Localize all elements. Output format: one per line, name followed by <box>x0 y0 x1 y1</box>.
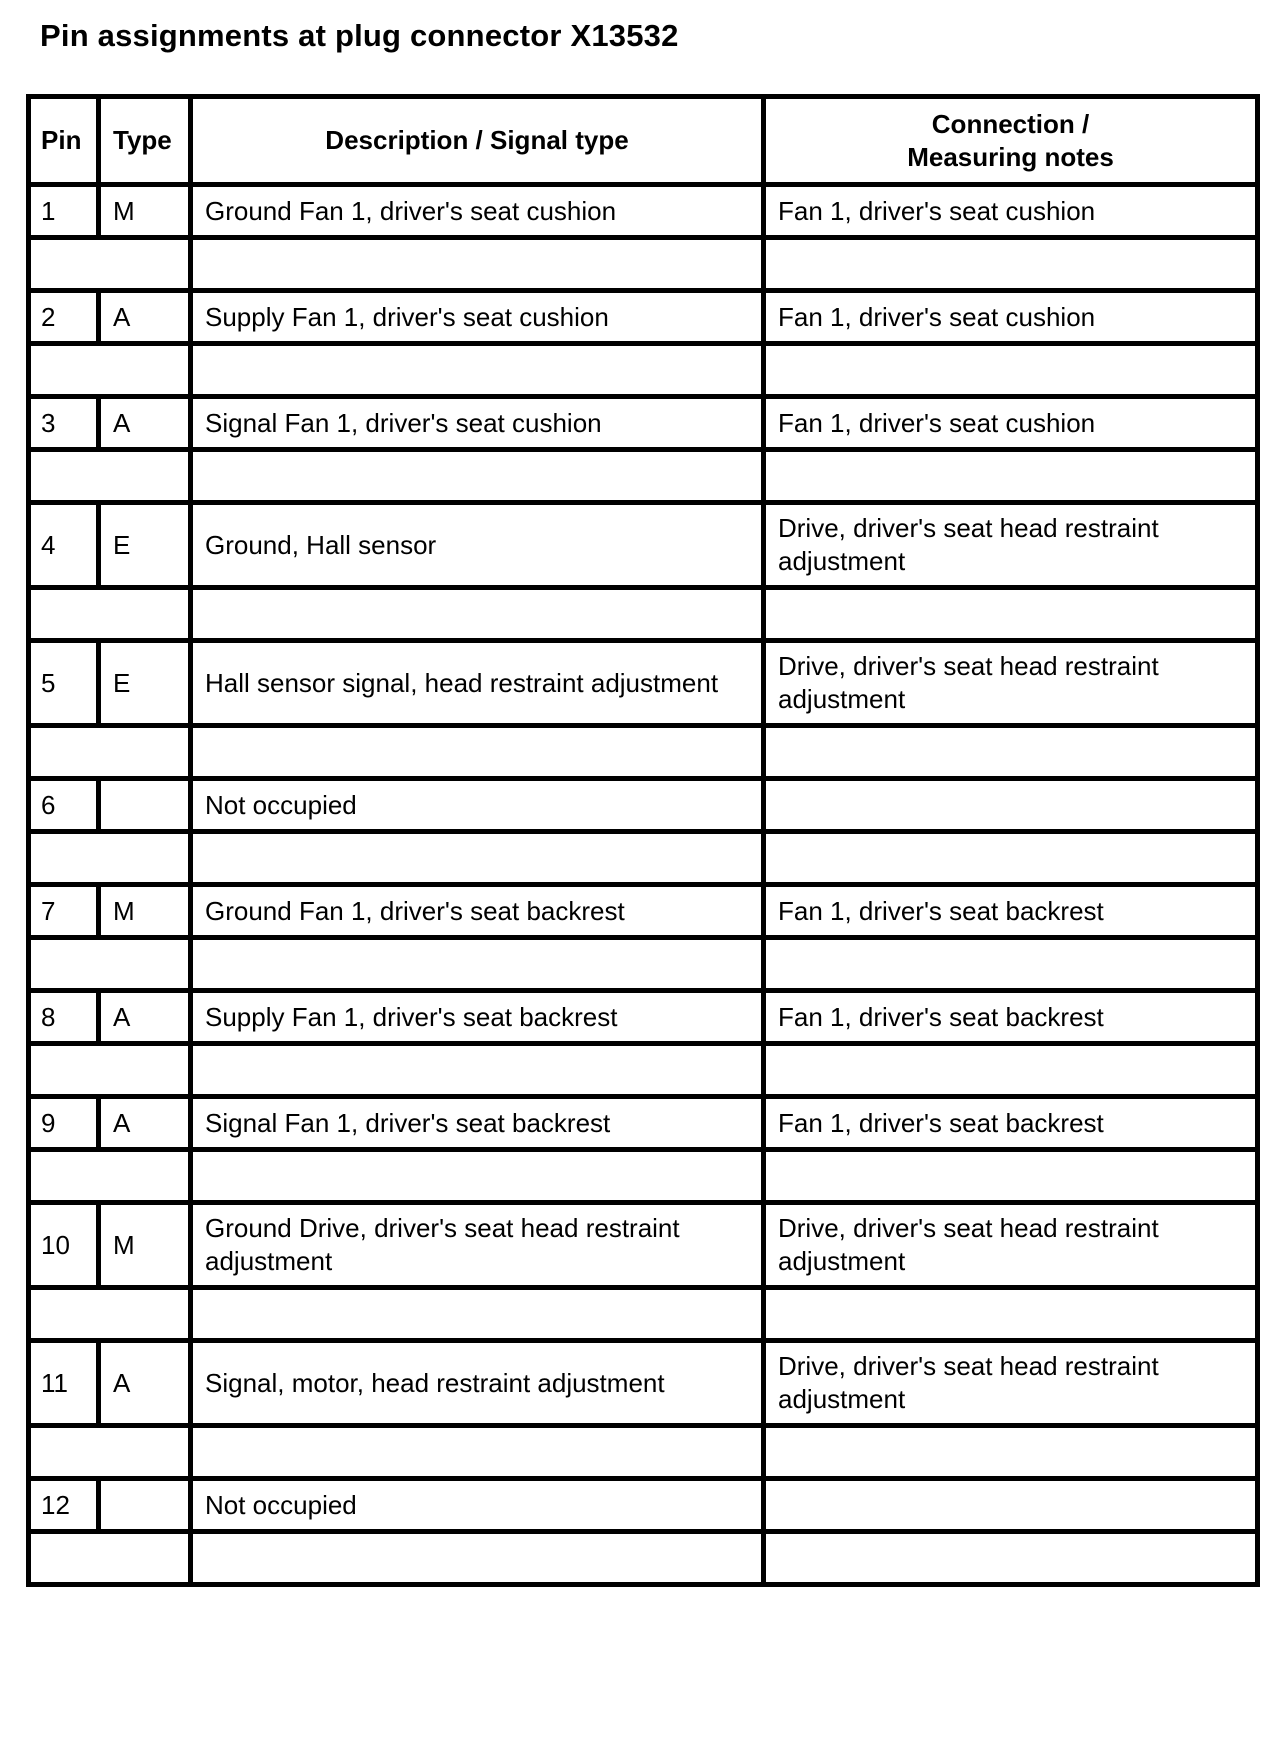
type-cell: A <box>99 1341 191 1426</box>
header-description: Description / Signal type <box>191 97 764 185</box>
spacer-cell <box>191 1288 764 1341</box>
table-row <box>29 991 1258 1044</box>
type-cell <box>99 1479 191 1532</box>
table-row <box>29 1479 1258 1532</box>
spacer-cell <box>29 1150 191 1203</box>
pin-cell: 7 <box>29 885 99 938</box>
table-row <box>29 1341 1258 1426</box>
description-cell: Ground Fan 1, driver's seat backrest <box>191 885 764 938</box>
table-row <box>29 885 1258 938</box>
pin-cell: 1 <box>29 185 99 238</box>
description-cell: Signal Fan 1, driver's seat cushion <box>191 397 764 450</box>
table-row <box>29 1097 1258 1150</box>
connection-cell: Fan 1, driver's seat backrest <box>764 991 1258 1044</box>
spacer-row <box>29 938 1258 991</box>
header-connection-line2: Measuring notes <box>907 141 1114 172</box>
spacer-cell <box>191 238 764 291</box>
description-cell: Signal Fan 1, driver's seat backrest <box>191 1097 764 1150</box>
spacer-cell <box>764 1150 1258 1203</box>
table-row <box>29 397 1258 450</box>
spacer-cell <box>191 832 764 885</box>
header-type: Type <box>99 97 191 185</box>
header-pin: Pin <box>29 97 99 185</box>
spacer-cell <box>764 726 1258 779</box>
type-cell: A <box>99 1097 191 1150</box>
spacer-cell <box>191 1426 764 1479</box>
spacer-row <box>29 1044 1258 1097</box>
type-cell: M <box>99 1203 191 1288</box>
spacer-cell <box>764 1288 1258 1341</box>
connection-cell: Fan 1, driver's seat backrest <box>764 1097 1258 1150</box>
pin-cell: 11 <box>29 1341 99 1426</box>
spacer-cell <box>764 832 1258 885</box>
table-row <box>29 779 1258 832</box>
spacer-row <box>29 1150 1258 1203</box>
connection-cell: Fan 1, driver's seat cushion <box>764 185 1258 238</box>
spacer-cell <box>764 1426 1258 1479</box>
table-row <box>29 291 1258 344</box>
spacer-cell <box>29 938 191 991</box>
type-cell: A <box>99 991 191 1044</box>
description-cell: Ground, Hall sensor <box>191 503 764 588</box>
type-cell <box>99 779 191 832</box>
type-cell: A <box>99 397 191 450</box>
spacer-cell <box>29 588 191 641</box>
spacer-cell <box>191 726 764 779</box>
description-cell: Ground Drive, driver's seat head restraint adjustment <box>191 1203 764 1288</box>
spacer-cell <box>764 450 1258 503</box>
spacer-row <box>29 726 1258 779</box>
description-cell: Hall sensor signal, head restraint adjustment <box>191 641 764 726</box>
table-header-row <box>29 97 1258 185</box>
spacer-row <box>29 1532 1258 1585</box>
spacer-cell <box>29 1044 191 1097</box>
table-row <box>29 503 1258 588</box>
pin-cell: 12 <box>29 1479 99 1532</box>
pin-cell: 2 <box>29 291 99 344</box>
connection-cell: Drive, driver's seat head restraint adjustment <box>764 641 1258 726</box>
spacer-cell <box>29 726 191 779</box>
spacer-cell <box>764 588 1258 641</box>
page-title: Pin assignments at plug connector X13532 <box>40 18 679 53</box>
spacer-cell <box>764 344 1258 397</box>
spacer-row <box>29 1288 1258 1341</box>
type-cell: E <box>99 641 191 726</box>
pin-cell: 8 <box>29 991 99 1044</box>
header-connection <box>764 97 1258 185</box>
spacer-cell <box>29 1288 191 1341</box>
connection-cell: Fan 1, driver's seat cushion <box>764 397 1258 450</box>
description-cell: Supply Fan 1, driver's seat backrest <box>191 991 764 1044</box>
type-cell: M <box>99 885 191 938</box>
spacer-row <box>29 832 1258 885</box>
type-cell: E <box>99 503 191 588</box>
spacer-row <box>29 238 1258 291</box>
table-row <box>29 185 1258 238</box>
spacer-row <box>29 450 1258 503</box>
spacer-cell <box>29 832 191 885</box>
table-row <box>29 641 1258 726</box>
spacer-cell <box>191 938 764 991</box>
spacer-row <box>29 344 1258 397</box>
type-cell: M <box>99 185 191 238</box>
header-connection-line1: Connection / <box>931 108 1090 139</box>
spacer-cell <box>764 238 1258 291</box>
spacer-cell <box>29 1426 191 1479</box>
pin-cell: 3 <box>29 397 99 450</box>
connection-cell: Drive, driver's seat head restraint adjustment <box>764 503 1258 588</box>
table-row <box>29 1203 1258 1288</box>
spacer-cell <box>191 450 764 503</box>
spacer-cell <box>191 344 764 397</box>
spacer-cell <box>29 344 191 397</box>
type-cell: A <box>99 291 191 344</box>
description-cell: Not occupied <box>191 1479 764 1532</box>
spacer-cell <box>764 1532 1258 1585</box>
pin-cell: 5 <box>29 641 99 726</box>
spacer-cell <box>764 1044 1258 1097</box>
spacer-cell <box>191 1532 764 1585</box>
pin-cell: 9 <box>29 1097 99 1150</box>
spacer-cell <box>29 238 191 291</box>
spacer-cell <box>191 588 764 641</box>
pin-cell: 10 <box>29 1203 99 1288</box>
spacer-row <box>29 1426 1258 1479</box>
pin-cell: 4 <box>29 503 99 588</box>
spacer-cell <box>764 938 1258 991</box>
spacer-cell <box>29 450 191 503</box>
description-cell: Supply Fan 1, driver's seat cushion <box>191 291 764 344</box>
spacer-cell <box>191 1150 764 1203</box>
description-cell: Not occupied <box>191 779 764 832</box>
connection-cell <box>764 779 1258 832</box>
pin-cell: 6 <box>29 779 99 832</box>
spacer-row <box>29 588 1258 641</box>
connection-cell <box>764 1479 1258 1532</box>
description-cell: Ground Fan 1, driver's seat cushion <box>191 185 764 238</box>
spacer-cell <box>29 1532 191 1585</box>
description-cell: Signal, motor, head restraint adjustment <box>191 1341 764 1426</box>
pin-assignment-table <box>26 94 1260 1587</box>
connection-cell: Fan 1, driver's seat backrest <box>764 885 1258 938</box>
connection-cell: Drive, driver's seat head restraint adjustment <box>764 1341 1258 1426</box>
connection-cell: Fan 1, driver's seat cushion <box>764 291 1258 344</box>
connection-cell: Drive, driver's seat head restraint adjustment <box>764 1203 1258 1288</box>
spacer-cell <box>191 1044 764 1097</box>
